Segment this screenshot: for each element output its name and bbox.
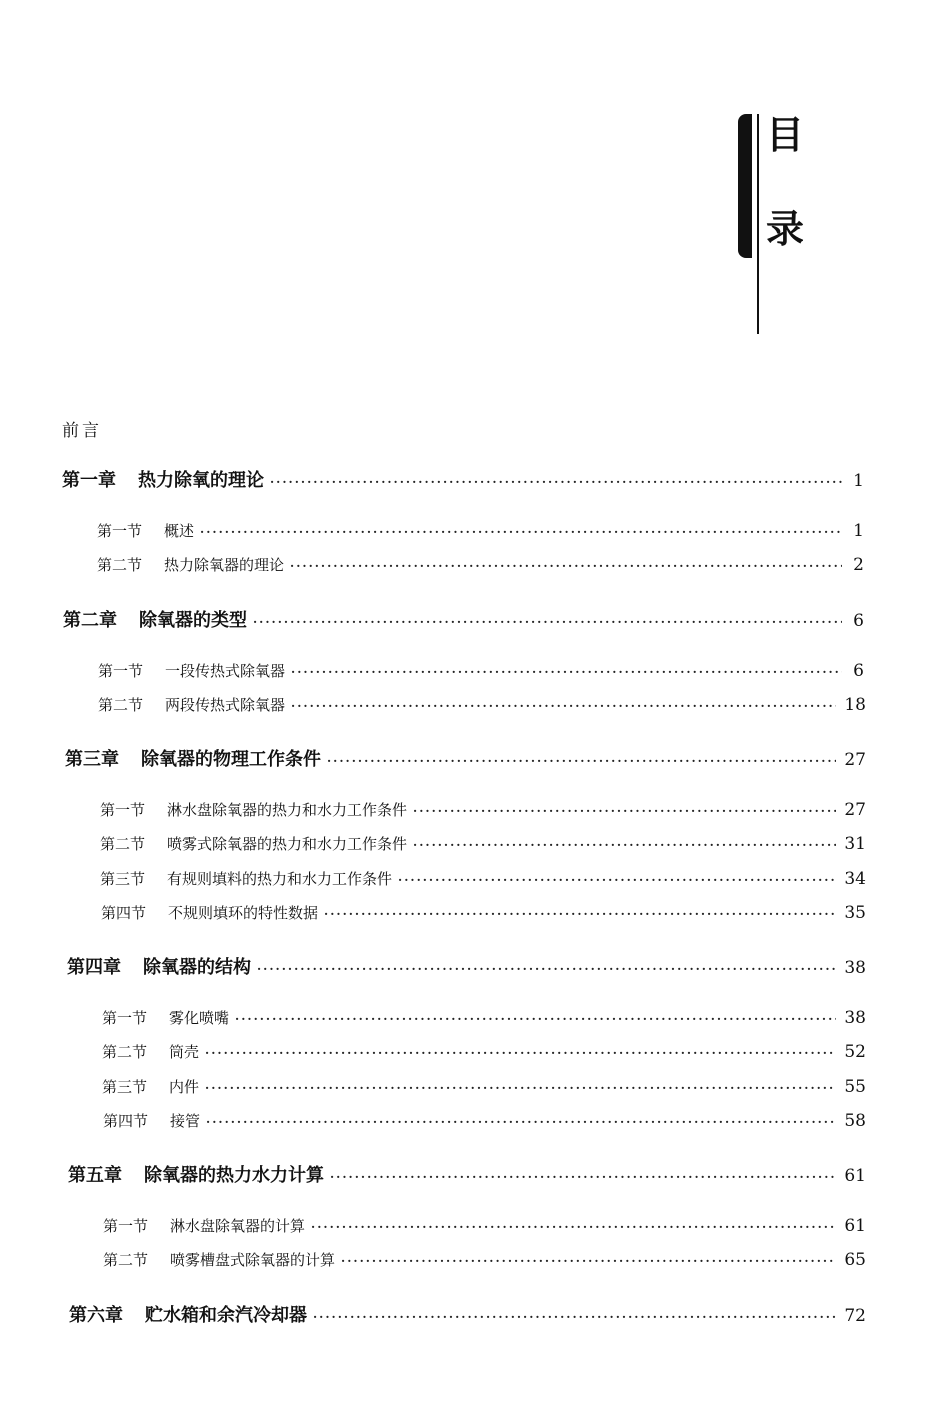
toc-number: 第一章: [62, 470, 116, 491]
toc-number: 第三章: [65, 749, 119, 770]
toc-number: 第四节: [103, 1112, 149, 1130]
toc-title: 喷雾式除氧器的热力和水力工作条件: [167, 835, 408, 853]
toc-page: 61: [844, 1216, 866, 1236]
leader-dots: [341, 1254, 836, 1268]
heading-bar-decoration: [738, 114, 752, 258]
leader-dots: [257, 962, 836, 976]
toc-section[interactable]: [98, 694, 866, 715]
toc-page: 6: [853, 661, 864, 681]
heading-char-2: 录: [766, 207, 805, 251]
leader-dots: [413, 838, 836, 852]
toc-section[interactable]: [103, 1110, 866, 1131]
toc-title: 热力除氧器的理论: [164, 556, 285, 574]
toc-number: 第三节: [100, 870, 146, 888]
toc-section[interactable]: [97, 554, 864, 575]
leader-dots: [205, 1046, 836, 1060]
toc-number: 第六章: [69, 1305, 123, 1326]
toc-section[interactable]: [98, 660, 864, 681]
toc-title: 热力除氧的理论: [138, 470, 264, 491]
toc-section[interactable]: [102, 1007, 866, 1028]
toc-page: 27: [844, 750, 866, 770]
leader-dots: [253, 615, 842, 629]
toc-chapter[interactable]: [69, 1301, 866, 1327]
toc-number: 第二章: [63, 610, 117, 631]
leader-dots: [324, 907, 836, 921]
leader-dots: [413, 804, 836, 818]
leader-dots: [327, 754, 836, 768]
toc-chapter[interactable]: [68, 1161, 866, 1187]
heading-rule: [757, 114, 759, 334]
toc-page: 38: [844, 1008, 866, 1028]
toc-chapter[interactable]: [65, 745, 866, 771]
toc-number: 第二节: [103, 1251, 149, 1269]
toc-number: 第三节: [102, 1078, 148, 1096]
toc-section[interactable]: [103, 1215, 866, 1236]
toc-title: 概述: [164, 522, 195, 540]
toc-page: 72: [844, 1306, 866, 1326]
leader-dots: [291, 665, 842, 679]
toc-title: 两段传热式除氧器: [165, 696, 286, 714]
toc-title: 淋水盘除氧器的热力和水力工作条件: [167, 801, 408, 819]
toc-section[interactable]: [100, 799, 866, 820]
toc-number: 第一节: [98, 662, 144, 680]
toc-section[interactable]: [100, 833, 866, 854]
toc-page: 34: [844, 869, 866, 889]
toc-title: 有规则填料的热力和水力工作条件: [167, 870, 393, 888]
toc-number: 第四章: [67, 957, 121, 978]
toc-number: 第二节: [98, 696, 144, 714]
leader-dots: [270, 475, 842, 489]
toc-title: 淋水盘除氧器的计算: [170, 1217, 306, 1235]
heading-char-1: 目: [766, 113, 805, 157]
toc-title: 不规则填环的特性数据: [168, 904, 319, 922]
toc-page: 58: [844, 1111, 866, 1131]
leader-dots: [291, 699, 836, 713]
toc-section[interactable]: [102, 1076, 866, 1097]
toc-number: 第二节: [100, 835, 146, 853]
toc-number: 第一节: [102, 1009, 148, 1027]
toc-title: 除氧器的结构: [143, 957, 251, 978]
toc-page: 52: [844, 1042, 866, 1062]
toc-section[interactable]: [100, 868, 866, 889]
leader-dots: [330, 1170, 836, 1184]
toc-title: 筒壳: [169, 1043, 200, 1061]
toc-number: 第一节: [100, 801, 146, 819]
toc-number: 第一节: [103, 1217, 149, 1235]
toc-page: 27: [844, 800, 866, 820]
toc-section[interactable]: [103, 1249, 866, 1270]
toc-chapter[interactable]: [67, 953, 866, 979]
leader-dots: [311, 1220, 836, 1234]
leader-dots: [398, 873, 836, 887]
toc-number: 第四节: [101, 904, 147, 922]
toc-section[interactable]: [101, 902, 866, 923]
leader-dots: [313, 1310, 836, 1324]
toc-number: 第二节: [97, 556, 143, 574]
toc-page: 35: [844, 903, 866, 923]
toc-page: 61: [844, 1166, 866, 1186]
toc-title: 除氧器的物理工作条件: [141, 749, 321, 770]
toc-title: 喷雾槽盘式除氧器的计算: [170, 1251, 336, 1269]
toc-page: 6: [853, 611, 864, 631]
leader-dots: [235, 1012, 836, 1026]
toc-page: 18: [844, 695, 866, 715]
toc-page: 55: [844, 1077, 866, 1097]
toc-title: 除氧器的类型: [139, 610, 247, 631]
toc-preface: 前言: [62, 421, 102, 441]
toc-page: 1: [853, 471, 864, 491]
toc-title: 雾化喷嘴: [169, 1009, 230, 1027]
toc-section[interactable]: [97, 520, 864, 541]
leader-dots: [200, 525, 842, 539]
toc-number: 第一节: [97, 522, 143, 540]
toc-title: 贮水箱和余汽冷却器: [145, 1305, 307, 1326]
toc-page: 31: [844, 834, 866, 854]
toc-title: 一段传热式除氧器: [165, 662, 286, 680]
toc-page: 65: [844, 1250, 866, 1270]
leader-dots: [205, 1081, 836, 1095]
toc-title: 内件: [169, 1078, 200, 1096]
toc-title: 除氧器的热力水力计算: [144, 1165, 324, 1186]
leader-dots: [206, 1115, 836, 1129]
toc-title: 接管: [170, 1112, 201, 1130]
toc-page: 38: [844, 958, 866, 978]
toc-number: 第五章: [68, 1165, 122, 1186]
toc-chapter[interactable]: [63, 606, 864, 632]
toc-page: 2: [853, 555, 864, 575]
toc-chapter[interactable]: [62, 466, 864, 492]
toc-number: 第二节: [102, 1043, 148, 1061]
toc-page: 1: [853, 521, 864, 541]
toc-section[interactable]: [102, 1041, 866, 1062]
contents-heading: [736, 110, 856, 335]
leader-dots: [290, 559, 842, 573]
